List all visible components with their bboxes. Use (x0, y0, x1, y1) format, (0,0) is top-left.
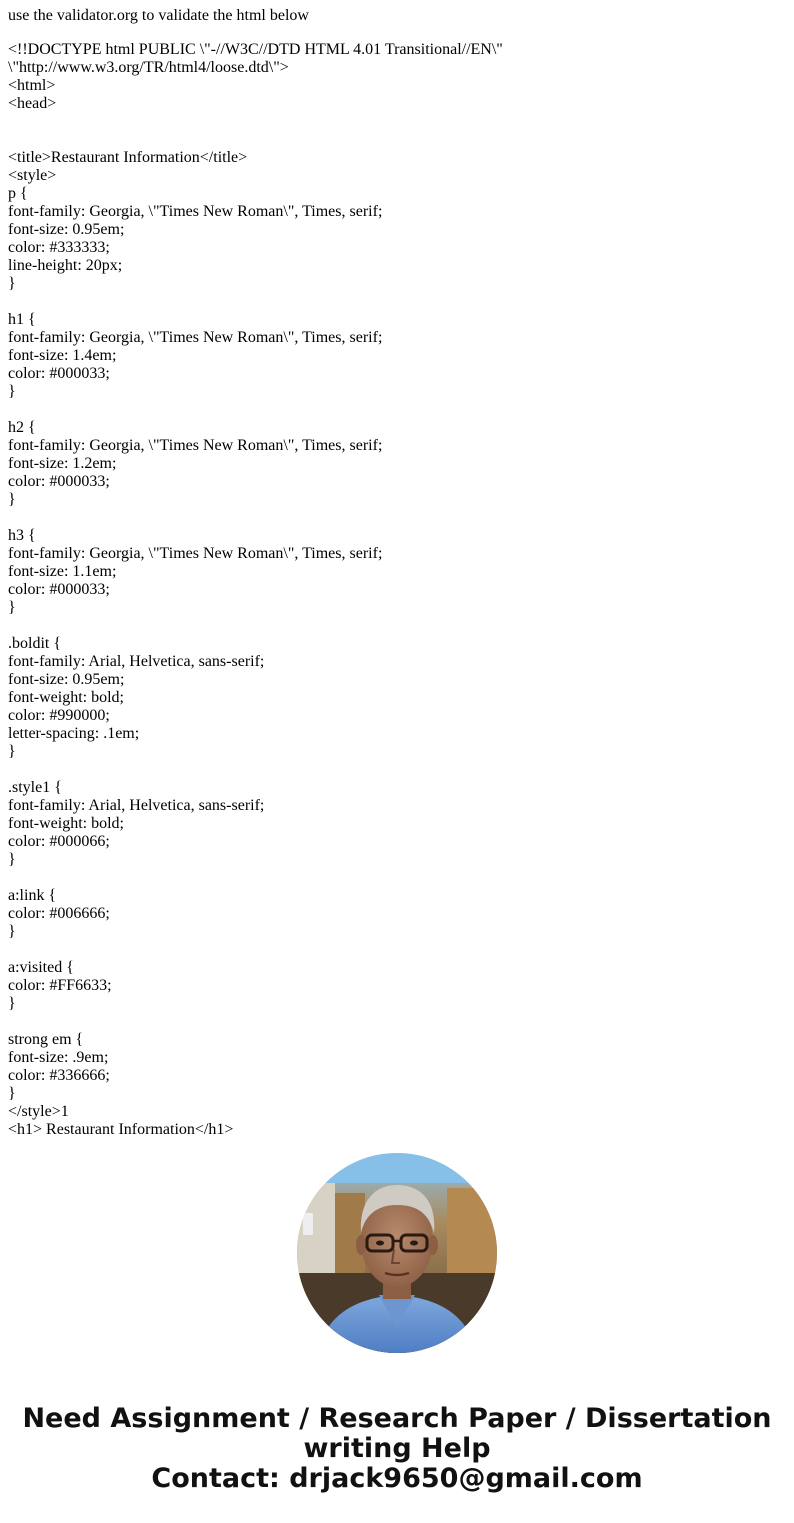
promo-line-1: Need Assignment / Research Paper / Dissertation (22, 1403, 772, 1434)
code-line: color: #336666; (8, 1067, 110, 1084)
code-line: font-weight: bold; (8, 815, 124, 832)
code-line: color: #990000; (8, 707, 110, 724)
promo-line-2: writing Help (303, 1433, 491, 1464)
code-line: color: #006666; (8, 905, 110, 922)
code-line: <html> (8, 77, 56, 94)
code-line: font-family: Georgia, \"Times New Roman\", Times, serif; (8, 329, 383, 346)
code-line (8, 617, 778, 635)
code-line: p { (8, 185, 28, 202)
code-line: font-size: 0.95em; (8, 221, 125, 238)
code-line: font-size: .9em; (8, 1049, 109, 1066)
code-line: <h1> Restaurant Information</h1> (8, 1121, 234, 1138)
code-line (8, 131, 778, 149)
code-line: .style1 { (8, 779, 62, 796)
code-line: font-size: 0.95em; (8, 671, 125, 688)
code-line: <head> (8, 95, 57, 112)
code-line: color: #000033; (8, 581, 110, 598)
code-line: line-height: 20px; (8, 257, 123, 274)
code-line: font-family: Georgia, \"Times New Roman\", Times, serif; (8, 203, 383, 220)
code-line: color: #333333; (8, 239, 110, 256)
code-line (8, 869, 778, 887)
code-line: color: #000033; (8, 365, 110, 382)
code-line (8, 761, 778, 779)
code-line (8, 401, 778, 419)
code-line: color: #000033; (8, 473, 110, 490)
code-line: font-size: 1.4em; (8, 347, 117, 364)
code-line: \"http://www.w3.org/TR/html4/loose.dtd\"> (8, 59, 289, 76)
code-line: } (8, 491, 16, 508)
code-line (8, 509, 778, 527)
code-line: </style>1 (8, 1103, 69, 1120)
code-line: strong em { (8, 1031, 84, 1048)
code-line: color: #000066; (8, 833, 110, 850)
code-line (8, 1013, 778, 1031)
code-line: font-size: 1.2em; (8, 455, 117, 472)
code-line: } (8, 923, 16, 940)
html-code-listing (8, 41, 778, 1139)
code-line: h1 { (8, 311, 36, 328)
code-line: font-family: Georgia, \"Times New Roman\", Times, serif; (8, 437, 383, 454)
code-line: } (8, 599, 16, 616)
code-line: } (8, 383, 16, 400)
code-line: } (8, 851, 16, 868)
code-line: font-weight: bold; (8, 689, 124, 706)
intro-text: use the validator.org to validate the html below (8, 7, 309, 24)
promo-contact-line: Contact: drjack9650@gmail.com (151, 1463, 643, 1494)
code-line: color: #FF6633; (8, 977, 112, 994)
code-line: font-size: 1.1em; (8, 563, 117, 580)
code-line: } (8, 995, 16, 1012)
code-line: <title>Restaurant Information</title> (8, 149, 248, 166)
code-line: font-family: Arial, Helvetica, sans-serif; (8, 797, 265, 814)
code-line (8, 941, 778, 959)
code-line: font-family: Arial, Helvetica, sans-serif; (8, 653, 265, 670)
code-line (8, 113, 778, 131)
code-line: letter-spacing: .1em; (8, 725, 140, 742)
code-line: h2 { (8, 419, 36, 436)
code-line: h3 { (8, 527, 36, 544)
code-line (8, 293, 778, 311)
code-line: <style> (8, 167, 57, 184)
code-line: font-family: Georgia, \"Times New Roman\", Times, serif; (8, 545, 383, 562)
promo-banner (0, 1404, 794, 1494)
code-line: <!!DOCTYPE html PUBLIC \"-//W3C//DTD HTML 4.01 Transitional//EN\" (8, 41, 503, 58)
code-line: } (8, 743, 16, 760)
code-line: a:link { (8, 887, 57, 904)
code-line: } (8, 1085, 16, 1102)
author-portrait-image (297, 1153, 497, 1353)
code-line: .boldit { (8, 635, 62, 652)
code-line: } (8, 275, 16, 292)
author-photo (297, 1153, 497, 1353)
main-content (8, 7, 778, 1139)
code-line: a:visited { (8, 959, 74, 976)
